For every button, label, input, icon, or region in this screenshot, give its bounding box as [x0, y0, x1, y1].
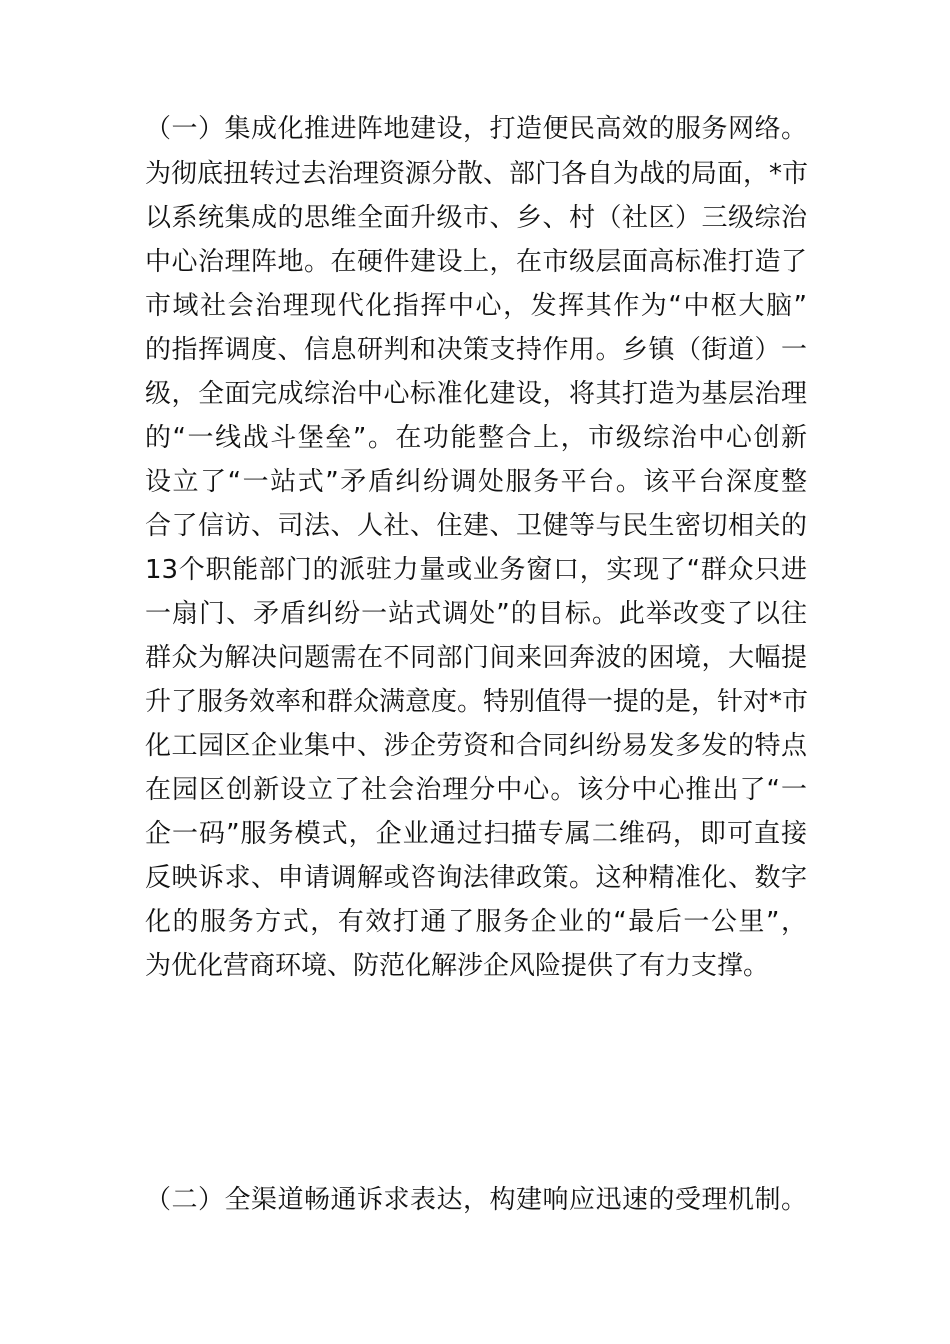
paragraph-line: 一扇门、矛盾纠纷一站式调处”的目标。此举改变了以往: [145, 599, 807, 629]
paragraph-line: 为优化营商环境、防范化解涉企风险提供了有力支撑。: [145, 951, 770, 981]
section-heading-2: （二）全渠道畅通诉求表达，构建响应迅速的受理机制。: [145, 1185, 807, 1215]
section-heading-1: （一）集成化推进阵地建设，打造便民高效的服务网络。: [145, 114, 807, 144]
paragraph-line: 设立了“一站式”矛盾纠纷调处服务平台。该平台深度整: [145, 467, 807, 497]
paragraph-line: 中心治理阵地。在硬件建设上，在市级层面高标准打造了: [145, 247, 807, 277]
paragraph-line: 的“一线战斗堡垒”。在功能整合上，市级综治中心创新: [145, 423, 807, 453]
paragraph-line: 的指挥调度、信息研判和决策支持作用。乡镇（街道）一: [145, 335, 807, 365]
paragraph-line: 企一码”服务模式，企业通过扫描专属二维码，即可直接: [145, 819, 807, 849]
paragraph-line: 以系统集成的思维全面升级市、乡、村（社区）三级综治: [145, 203, 807, 233]
paragraph-line: 化工园区企业集中、涉企劳资和合同纠纷易发多发的特点: [145, 731, 807, 761]
paragraph-line: 级，全面完成综治中心标准化建设，将其打造为基层治理: [145, 379, 807, 409]
paragraph-line: 为彻底扭转过去治理资源分散、部门各自为战的局面，*市: [145, 159, 809, 189]
paragraph-line: 化的服务方式，有效打通了服务企业的“最后一公里”，: [145, 907, 807, 937]
paragraph-line: 市域社会治理现代化指挥中心，发挥其作为“中枢大脑”: [145, 291, 807, 321]
paragraph-line: 合了信访、司法、人社、住建、卫健等与民生密切相关的: [145, 511, 807, 541]
paragraph-line: 群众为解决问题需在不同部门间来回奔波的困境，大幅提: [145, 643, 807, 673]
paragraph-line: 升了服务效率和群众满意度。特别值得一提的是，针对*市: [145, 687, 809, 717]
paragraph-line: 在园区创新设立了社会治理分中心。该分中心推出了“一: [145, 775, 807, 805]
paragraph-line: 反映诉求、申请调解或咨询法律政策。这种精准化、数字: [145, 863, 807, 893]
paragraph-line: 13个职能部门的派驻力量或业务窗口，实现了“群众只进: [145, 555, 807, 585]
